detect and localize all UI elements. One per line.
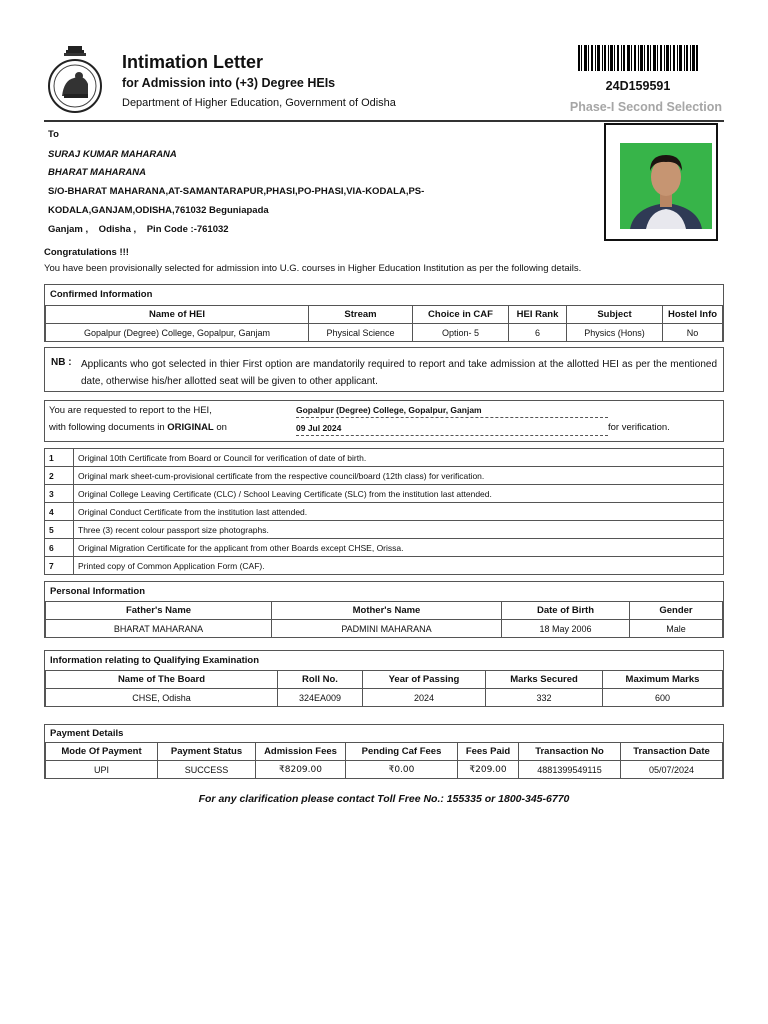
candidate-photo (620, 143, 712, 229)
qualifying-table (45, 670, 723, 707)
odisha-emblem-logo (44, 44, 106, 116)
table-row (46, 689, 723, 707)
table-cell: UPI (46, 761, 158, 779)
table-row (46, 324, 723, 342)
report-line-2 (49, 422, 227, 433)
column-header: Father's Name (46, 602, 272, 620)
section-title: Personal Information (50, 586, 146, 597)
report-text: with following documents in (49, 422, 168, 433)
column-header: Name of HEI (46, 306, 309, 324)
item-number: 4 (45, 503, 74, 521)
table-cell: CHSE, Odisha (46, 689, 278, 707)
item-text: Three (3) recent colour passport size photographs. (74, 521, 724, 539)
table-cell: 2024 (363, 689, 486, 707)
table-cell: 332 (486, 689, 603, 707)
item-text: Original 10th Certificate from Board or Council for verification of date of birth. (74, 449, 724, 467)
nb-notice (44, 347, 724, 392)
personal-table (45, 601, 723, 638)
table-cell: Option- 5 (413, 324, 509, 342)
congratulations-text: Congratulations !!! (44, 247, 129, 258)
column-header: Pending Caf Fees (346, 743, 458, 761)
list-item (45, 521, 724, 539)
report-instructions (44, 400, 724, 442)
application-code: 24D159591 (605, 79, 671, 93)
column-header: Roll No. (278, 671, 363, 689)
item-text: Original Conduct Certificate from the institution last attended. (74, 503, 724, 521)
item-text: Original mark sheet-cum-provisional certificate from the respective council/board (12th class) for verification. (74, 467, 724, 485)
table-header-row (46, 602, 723, 620)
qualifying-exam-section (44, 650, 724, 707)
table-header-row (46, 671, 723, 689)
confirmed-information-section (44, 284, 724, 342)
list-item (45, 503, 724, 521)
table-row (46, 761, 723, 779)
table-cell: SUCCESS (158, 761, 256, 779)
personal-information-section (44, 581, 724, 638)
list-item (45, 539, 724, 557)
list-item (45, 467, 724, 485)
table-row (46, 620, 723, 638)
table-cell: ₹209.00 (458, 761, 519, 779)
table-cell: 600 (603, 689, 723, 707)
table-cell: 05/07/2024 (621, 761, 723, 779)
column-header: Maximum Marks (603, 671, 723, 689)
report-line-1: You are requested to report to the HEI, (49, 405, 212, 416)
payment-table (45, 742, 723, 779)
column-header: Name of The Board (46, 671, 278, 689)
address-line-3: Ganjam , Odisha , Pin Code :-761032 (48, 224, 229, 235)
barcode (578, 45, 698, 71)
column-header: Fees Paid (458, 743, 519, 761)
header-divider (44, 120, 724, 122)
table-cell: Male (630, 620, 723, 638)
letter-subtitle: for Admission into (+3) Degree HEIs (122, 76, 336, 90)
table-header-row (46, 743, 723, 761)
column-header: Mode Of Payment (46, 743, 158, 761)
section-title: Payment Details (50, 728, 124, 739)
column-header: Transaction Date (621, 743, 723, 761)
table-cell: Physics (Hons) (567, 324, 663, 342)
selection-message: You have been provisionally selected for admission into U.G. courses in Higher Education Institution as per the following details. (44, 263, 582, 274)
table-cell: ₹0.00 (346, 761, 458, 779)
table-cell: ₹8209.00 (256, 761, 346, 779)
list-item (45, 557, 724, 575)
table-cell: BHARAT MAHARANA (46, 620, 272, 638)
report-verification: for verification. (608, 422, 670, 433)
letter-title: Intimation Letter (122, 52, 264, 72)
column-header: Year of Passing (363, 671, 486, 689)
documents-list (44, 448, 724, 575)
confirmed-table (45, 305, 723, 342)
report-date: 09 Jul 2024 (296, 423, 608, 436)
address-line-2: KODALA,GANJAM,ODISHA,761032 Beguniapada (48, 205, 269, 216)
address-line-1: S/O-BHARAT MAHARANA,AT-SAMANTARAPUR,PHASI,PO-PHASI,VIA-KODALA,PS- (48, 186, 425, 197)
section-title: Confirmed Information (50, 289, 153, 300)
table-cell: 4881399549115 (519, 761, 621, 779)
selection-phase: Phase-I Second Selection (569, 100, 723, 114)
list-item (45, 449, 724, 467)
table-cell: 6 (509, 324, 567, 342)
item-number: 3 (45, 485, 74, 503)
report-text: on (213, 422, 227, 433)
column-header: HEI Rank (509, 306, 567, 324)
item-number: 1 (45, 449, 74, 467)
item-text: Printed copy of Common Application Form (CAF). (74, 557, 724, 575)
address-to: To (48, 129, 59, 140)
payment-details-section (44, 724, 724, 779)
column-header: Gender (630, 602, 723, 620)
item-text: Original College Leaving Certificate (CLC) / School Leaving Certificate (SLC) from the institution last attended. (74, 485, 724, 503)
list-item (45, 485, 724, 503)
item-number: 2 (45, 467, 74, 485)
item-number: 7 (45, 557, 74, 575)
table-cell: Gopalpur (Degree) College, Gopalpur, Ganjam (46, 324, 309, 342)
column-header: Stream (309, 306, 413, 324)
section-title: Information relating to Qualifying Examination (50, 655, 260, 666)
table-cell: 324EA009 (278, 689, 363, 707)
original-emphasis: ORIGINAL (167, 422, 214, 433)
column-header: Choice in CAF (413, 306, 509, 324)
column-header: Date of Birth (502, 602, 630, 620)
nb-label: NB : (51, 357, 72, 368)
table-header-row (46, 306, 723, 324)
table-cell: No (663, 324, 723, 342)
column-header: Admission Fees (256, 743, 346, 761)
column-header: Payment Status (158, 743, 256, 761)
column-header: Transaction No (519, 743, 621, 761)
table-cell: 18 May 2006 (502, 620, 630, 638)
candidate-name: SURAJ KUMAR MAHARANA (48, 149, 177, 160)
report-hei-name: Gopalpur (Degree) College, Gopalpur, Ganjam (296, 405, 608, 418)
item-text: Original Migration Certificate for the applicant from other Boards except CHSE, Orissa. (74, 539, 724, 557)
helpline-footer: For any clarification please contact Toll Free No.: 155335 or 1800-345-6770 (198, 793, 570, 805)
father-name: BHARAT MAHARANA (48, 167, 146, 178)
item-number: 6 (45, 539, 74, 557)
item-number: 5 (45, 521, 74, 539)
column-header: Subject (567, 306, 663, 324)
table-cell: PADMINI MAHARANA (272, 620, 502, 638)
nb-text: Applicants who got selected in thier First option are mandatorily required to report and take admission at the allotted HEI as per the mentioned date, otherwise his/her allotted seat will be given to other applicant. (81, 359, 717, 387)
column-header: Marks Secured (486, 671, 603, 689)
column-header: Hostel Info (663, 306, 723, 324)
column-header: Mother's Name (272, 602, 502, 620)
table-cell: Physical Science (309, 324, 413, 342)
department-name: Department of Higher Education, Government of Odisha (122, 97, 396, 109)
